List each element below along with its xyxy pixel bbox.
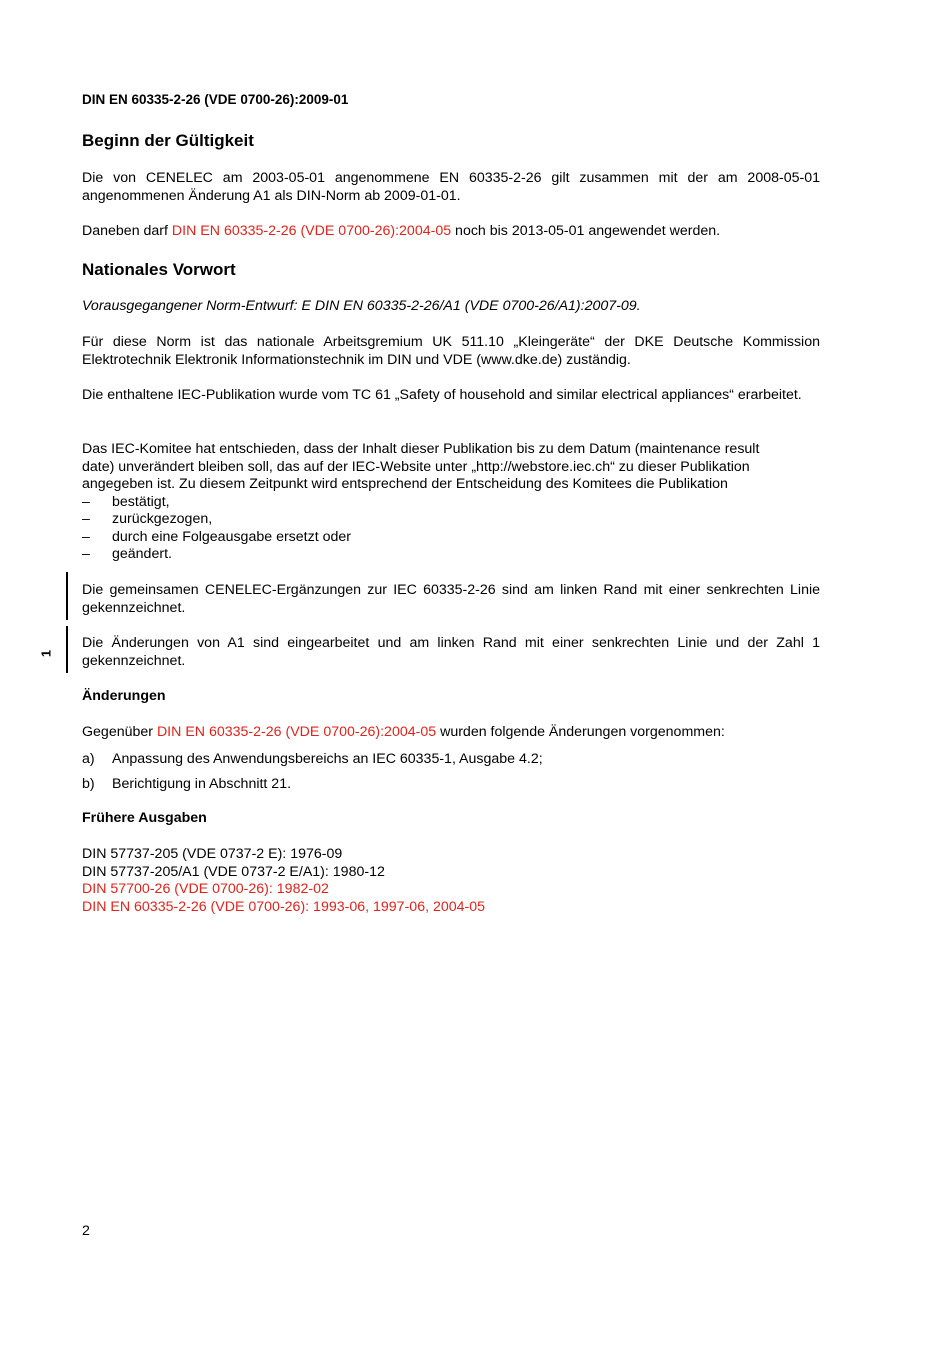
committee-paragraph: Für diese Norm ist das nationale Arbeitsgremium UK 511.10 „Kleingeräte“ der DKE Deutsche Kommission Elektrotechnik Elektronik Informationstechnik im DIN und VDE (www.dke.de) zuständig. xyxy=(82,334,820,368)
list-item-text: durch eine Folgeausgabe ersetzt oder xyxy=(112,528,351,545)
standard-reference-link[interactable]: DIN EN 60335-2-26 (VDE 0700-26):2004-05 xyxy=(171,223,452,239)
edition-link[interactable]: DIN EN 60335-2-26 (VDE 0700-26): 1993-06 xyxy=(82,898,366,915)
a1-margin-marker: 1 xyxy=(38,649,54,658)
maintenance-paragraph xyxy=(82,441,820,564)
section-title-validity: Beginn der Gültigkeit xyxy=(82,131,254,150)
list-item-text: zurückgezogen, xyxy=(112,511,213,527)
iec-publication-paragraph: Die enthaltene IEC-Publikation wurde vom TC 61 „Safety of household and similar electrical appliances“ erarbeitet. xyxy=(82,387,802,403)
paragraph-line: angegeben ist. Zu diesem Zeitpunkt wird entsprechend der Entscheidung des Komitees die Publikation xyxy=(82,476,728,492)
list-marker: b) xyxy=(82,775,95,792)
edition-line: DIN 57737-205/A1 (VDE 0737-2 E/A1): 1980-12 xyxy=(82,863,385,880)
list-dash: – xyxy=(82,493,90,510)
cenelec-paragraph: Die gemeinsamen CENELEC-Ergänzungen zur IEC 60335-2-26 sind am linken Rand mit einer senkrechten Linie gekennzeichnet. xyxy=(82,582,820,616)
standard-reference-link[interactable]: DIN EN 60335-2-26 (VDE 0700-26):2004-05 xyxy=(156,724,437,740)
changes-intro xyxy=(82,724,820,742)
changes-title: Änderungen xyxy=(82,688,166,704)
validity-paragraph-2 xyxy=(82,223,820,241)
page-number: 2 xyxy=(82,1223,90,1239)
a1-change-bar xyxy=(66,626,68,673)
paragraph-line: date) unverändert bleiben soll, das auf der IEC-Website unter „http://webstore.iec.ch“ zu dieser Publikation xyxy=(82,458,750,475)
cenelec-change-bar xyxy=(66,572,68,620)
list-item-text: bestätigt, xyxy=(112,493,170,510)
validity-paragraph: Die von CENELEC am 2003-05-01 angenommene EN 60335-2-26 gilt zusammen mit der am 2008-05-01 angenommenen Änderung A1 als DIN-Norm ab 2009-01-01. xyxy=(82,170,820,204)
list-item xyxy=(82,529,820,547)
edition-line: DIN 57737-205 (VDE 0737-2 E): 1976-09 xyxy=(82,846,343,862)
list-dash: – xyxy=(82,511,90,527)
list-item xyxy=(82,546,820,564)
list-item xyxy=(82,511,820,529)
list-dash: – xyxy=(82,546,90,562)
earlier-editions-list xyxy=(82,846,820,916)
text-fragment: Gegenüber xyxy=(82,724,157,740)
list-marker: a) xyxy=(82,751,95,767)
edition-line xyxy=(82,899,820,917)
list-item-text: Anpassung des Anwendungsbereichs an IEC 60335-1, Ausgabe 4.2; xyxy=(112,751,543,767)
document-header: DIN EN 60335-2-26 (VDE 0700-26):2009-01 xyxy=(82,92,349,107)
previous-draft-note: Vorausgegangener Norm-Entwurf: E DIN EN 60335-2-26/A1 (VDE 0700-26/A1):2007-09. xyxy=(82,298,641,314)
paragraph-line: Das IEC-Komitee hat entschieden, dass der Inhalt dieser Publikation bis zu dem Datum (maintenance result xyxy=(82,441,760,457)
earlier-editions-title: Frühere Ausgaben xyxy=(82,810,207,826)
a1-paragraph: Die Änderungen von A1 sind eingearbeitet und am linken Rand mit einer senkrechten Linie und der Zahl 1 gekennzeichnet. xyxy=(82,635,820,669)
list-item-text: geändert. xyxy=(112,546,172,562)
list-item xyxy=(82,751,820,769)
edition-line[interactable]: DIN 57700-26 (VDE 0700-26): 1982-02 xyxy=(82,881,329,897)
separator: , xyxy=(365,898,374,915)
section-title-foreword: Nationales Vorwort xyxy=(82,260,236,279)
list-dash: – xyxy=(82,528,90,545)
text-fragment: wurden folgende Änderungen vorgenommen: xyxy=(436,724,725,740)
changes-list xyxy=(82,751,820,793)
text-fragment: Daneben darf xyxy=(82,223,172,239)
list-item xyxy=(82,494,820,512)
edition-link[interactable]: 1997-06, 2004-05 xyxy=(373,898,486,915)
text-fragment: noch bis 2013-05-01 angewendet werden. xyxy=(451,223,721,239)
list-item xyxy=(82,776,820,794)
list-item-text: Berichtigung in Abschnitt 21. xyxy=(112,775,292,792)
